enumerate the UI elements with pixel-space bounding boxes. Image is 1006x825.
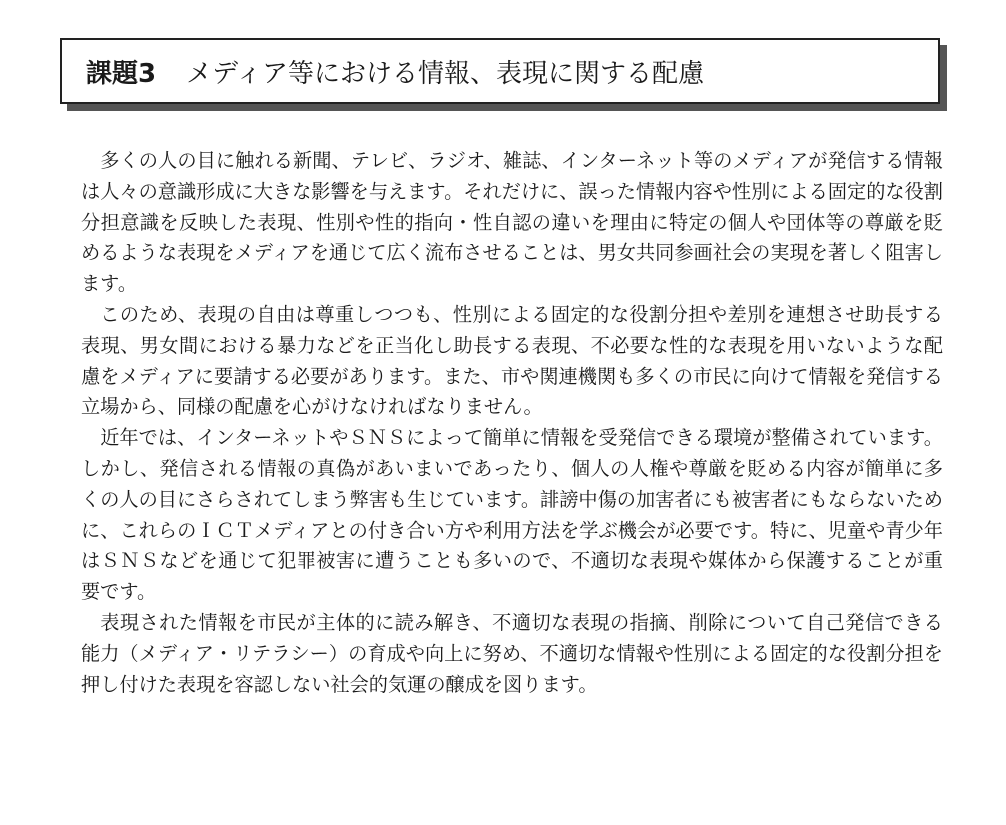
heading-title: メディア等における情報、表現に関する配慮 bbox=[186, 58, 705, 89]
paragraph-4: 表現された情報を市民が主体的に読み解き、不適切な表現の指摘、削除について自己発信できる能力（メディア・リテラシー）の育成や向上に努め、不適切な情報や性別による固定的な役割分担を押し付けた表現を容認しない社会的気運の醸成を図ります。 bbox=[81, 610, 943, 696]
heading-box bbox=[60, 38, 940, 104]
paragraph-3: 近年では、インターネットやＳＮＳによって簡単に情報を受発信できる環境が整備されています。しかし、発信される情報の真偽があいまいであったり、個人の人権や尊厳を貶める内容が簡単に多くの人の目にさらされてしまう弊害も生じています。誹謗中傷の加害者にも被害者にもならないために、これらのＩＣＴメディアとの付き合い方や利用方法を学ぶ機会が必要です。特に、児童や青少年はＳＮＳなどを通じて犯罪被害に遭うことも多いので、不適切な表現や媒体から保護することが重要です。 bbox=[81, 426, 943, 604]
paragraph-2: このため、表現の自由は尊重しつつも、性別による固定的な役割分担や差別を連想させ助長する表現、男女間における暴力などを正当化し助長する表現、不必要な性的な表現を用いないような配慮をメディアに要請する必要があります。また、市や関連機関も多くの市民に向けて情報を発信する立場から、同様の配慮を心がけなければなりません。 bbox=[81, 302, 943, 419]
body-text bbox=[81, 146, 943, 700]
heading-frame bbox=[60, 38, 940, 104]
heading-number: 課題3 bbox=[86, 58, 157, 89]
paragraph-1: 多くの人の目に触れる新聞、テレビ、ラジオ、雑誌、インターネット等のメディアが発信する情報は人々の意識形成に大きな影響を与えます。それだけに、誤った情報内容や性別による固定的な役割分担意識を反映した表現、性別や性的指向・性自認の違いを理由に特定の個人や団体等の尊厳を貶めるような表現をメディアを通じて広く流布させることは、男女共同参画社会の実現を著しく阻害します。 bbox=[81, 149, 943, 296]
